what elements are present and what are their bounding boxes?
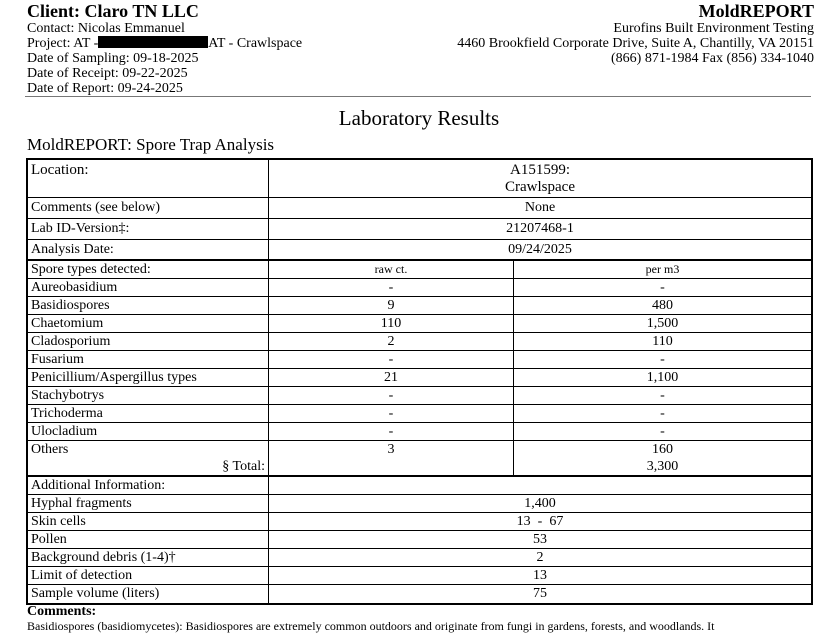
lab-address: 4460 Brookfield Corporate Drive, Suite A, Chantilly, VA 20151 xyxy=(457,36,814,51)
spore-row xyxy=(28,333,811,351)
row-value: 09/24/2025 xyxy=(508,241,572,257)
brand: MoldREPORT xyxy=(698,1,814,21)
spore-per-m3: - xyxy=(660,387,665,403)
spore-raw-count: 21 xyxy=(269,369,514,386)
location-name: Crawlspace xyxy=(505,178,575,195)
spore-raw-count: - xyxy=(269,351,514,368)
sampling-date: Date of Sampling: 09-18-2025 xyxy=(27,51,199,66)
spore-name: Aureobasidium xyxy=(28,279,269,296)
header-divider xyxy=(25,96,811,97)
lab-name: Eurofins Built Environment Testing xyxy=(613,21,814,36)
row-value: 21207468-1 xyxy=(506,221,574,236)
comments-text: Basidiospores (basidiomycetes): Basidiospores are extremely common outdoors and originate from fungi in gardens, forests, and woodlands. It xyxy=(27,619,715,633)
additional-item-label: Sample volume (liters) xyxy=(28,585,269,603)
project-suffix: AT - Crawlspace xyxy=(208,36,303,51)
row-value: None xyxy=(524,200,556,215)
receipt-date: Date of Receipt: 09-22-2025 xyxy=(27,66,188,81)
spore-row xyxy=(28,387,811,405)
spore-per-m3: - xyxy=(660,405,665,421)
per-m3-header: per m3 xyxy=(645,262,680,276)
row-label: Location: xyxy=(28,160,269,197)
additional-row xyxy=(28,585,811,603)
spore-per-m3: - xyxy=(660,279,665,295)
client-name: Client: Claro TN LLC xyxy=(27,1,199,21)
row-label: Comments (see below) xyxy=(28,198,269,218)
additional-item-label: Background debris (1-4)† xyxy=(28,549,269,566)
location-id: A151599: xyxy=(510,161,570,178)
row-label: Lab ID-Version‡: xyxy=(28,219,269,239)
spore-per-m3: 1,500 xyxy=(646,315,679,331)
spore-raw-count: 9 xyxy=(269,297,514,314)
spore-per-m3: 160 xyxy=(652,442,673,457)
spore-row xyxy=(28,441,811,459)
spore-row xyxy=(28,405,811,423)
lab-info xyxy=(457,2,814,66)
additional-item-value: 1,400 xyxy=(524,495,556,511)
spore-row xyxy=(28,297,811,315)
page-title: Laboratory Results xyxy=(338,106,500,130)
spore-raw-count: 2 xyxy=(269,333,514,350)
additional-item-label: Pollen xyxy=(28,531,269,548)
table-row xyxy=(28,198,811,219)
project-prefix: Project: AT - xyxy=(27,36,99,51)
spore-per-m3: 480 xyxy=(652,297,673,313)
spore-name: Stachybotrys xyxy=(28,387,269,404)
report-date: Date of Report: 09-24-2025 xyxy=(27,81,183,96)
row-label: Analysis Date: xyxy=(28,240,269,259)
total-per-m3: 3,300 xyxy=(646,459,679,474)
additional-item-value: 13 - 67 xyxy=(516,513,564,529)
additional-item-value: 13 xyxy=(533,567,547,583)
spore-raw-count: - xyxy=(269,423,514,440)
table-row xyxy=(28,240,811,261)
spore-row xyxy=(28,369,811,387)
additional-row xyxy=(28,549,811,567)
raw-count-header: raw ct. xyxy=(269,261,514,278)
spore-header-label: Spore types detected: xyxy=(28,261,269,278)
additional-row xyxy=(28,495,811,513)
additional-item-value: 2 xyxy=(536,549,544,565)
spore-raw-count: - xyxy=(269,387,514,404)
spore-per-m3: - xyxy=(660,423,665,439)
spore-name: Others xyxy=(28,441,269,459)
spore-raw-count: - xyxy=(269,279,514,296)
additional-item-value: 75 xyxy=(533,586,547,601)
lab-phone: (866) 871-1984 Fax (856) 334-1040 xyxy=(611,51,814,66)
location-value xyxy=(269,160,811,197)
spore-raw-count: - xyxy=(269,405,514,422)
spore-header-row xyxy=(28,261,811,279)
results-table xyxy=(26,158,813,605)
spore-per-m3: 1,100 xyxy=(646,369,679,385)
spore-row xyxy=(28,315,811,333)
additional-header-value xyxy=(269,477,811,494)
total-row xyxy=(28,459,811,477)
total-raw xyxy=(269,459,514,475)
spore-name: Fusarium xyxy=(28,351,269,368)
contact: Contact: Nicolas Emmanuel xyxy=(27,21,185,36)
table-row xyxy=(28,219,811,240)
spore-name: Chaetomium xyxy=(28,315,269,332)
additional-row xyxy=(28,513,811,531)
additional-item-label: Limit of detection xyxy=(28,567,269,584)
report-subtitle: MoldREPORT: Spore Trap Analysis xyxy=(27,135,275,154)
comments-heading: Comments: xyxy=(27,604,97,619)
project xyxy=(27,36,302,51)
spore-name: Penicillium/Aspergillus types xyxy=(28,369,269,386)
additional-item-value: 53 xyxy=(533,531,547,547)
spore-per-m3: - xyxy=(660,351,665,367)
client-info xyxy=(27,2,302,96)
spore-raw-count: 110 xyxy=(269,315,514,332)
redaction-bar xyxy=(98,36,208,48)
spore-row xyxy=(28,351,811,369)
spore-name: Trichoderma xyxy=(28,405,269,422)
spore-row xyxy=(28,423,811,441)
spore-row xyxy=(28,279,811,297)
table-row xyxy=(28,160,811,198)
spore-per-m3: 110 xyxy=(652,333,673,349)
additional-label: Additional Information: xyxy=(28,477,269,494)
spore-name: Basidiospores xyxy=(28,297,269,314)
additional-header-row xyxy=(28,477,811,495)
additional-row xyxy=(28,531,811,549)
additional-item-label: Hyphal fragments xyxy=(28,495,269,512)
additional-row xyxy=(28,567,811,585)
spore-name: Cladosporium xyxy=(28,333,269,350)
additional-item-label: Skin cells xyxy=(28,513,269,530)
total-label: § Total: xyxy=(28,459,269,475)
spore-name: Ulocladium xyxy=(28,423,269,440)
spore-raw-count: 3 xyxy=(269,441,514,459)
